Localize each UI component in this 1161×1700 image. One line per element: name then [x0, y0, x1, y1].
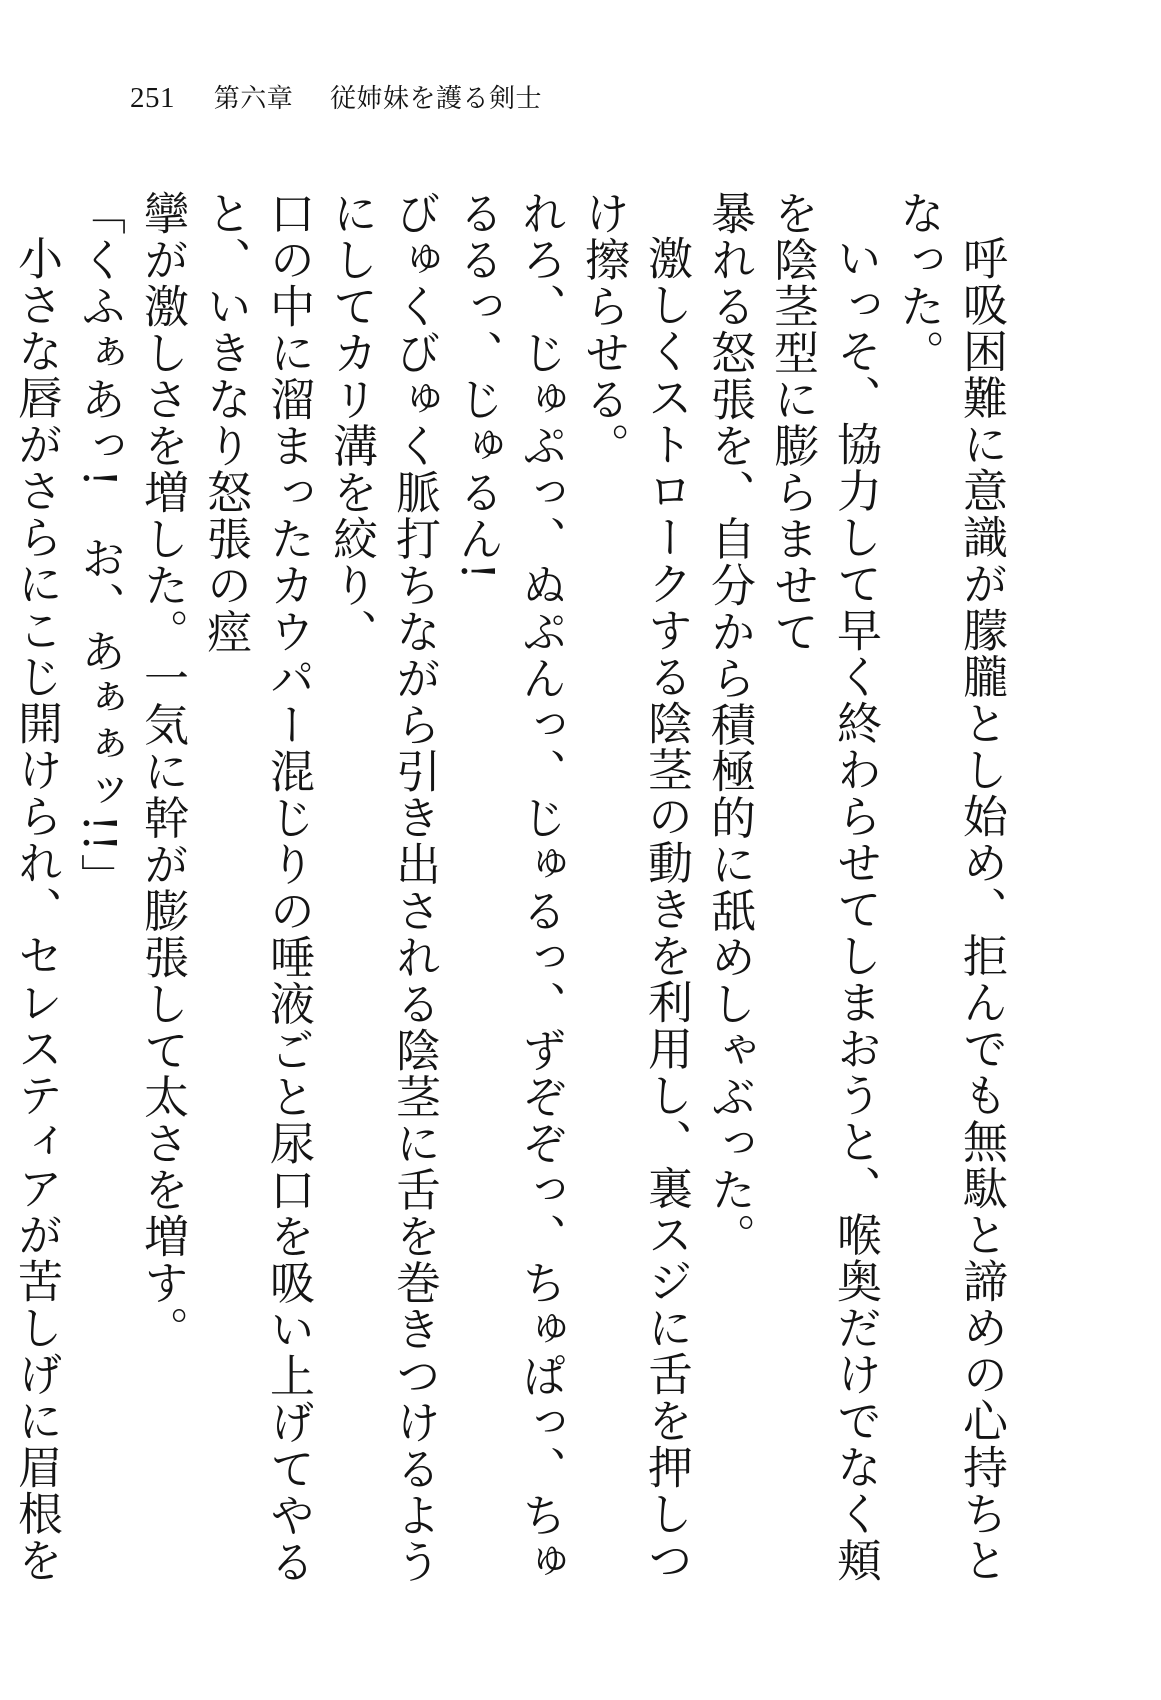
page-number: 251 [130, 82, 175, 114]
dialogue: 「くふぁあっ! お、あぁぁッ!!」 [73, 190, 126, 900]
chapter-label: 第六章 [213, 84, 294, 114]
paragraph: 激しくストロークする陰茎の動きを利用し、裏スジに舌を押しつけ擦らせる。 [577, 190, 693, 1584]
paragraph: れろ、じゅぷっ、ぬぷんっ、じゅるっ、ずぞぞっ、ちゅぱっ、ちゅるるっ、じゅるん! びゅくびゅく脈打ちながら引き出される陰茎に舌を巻きつけるようにしてカリ溝を絞り、 口の中に溜まったカウパー混じりの唾液ごと尿口を吸い上げてやると、いきなり怒張の痙 攣が激しさを増した。一気に幹が膨張して太さを増す。 [136, 190, 567, 1585]
chapter-title: 従姉妹を護る剣士 [330, 84, 543, 114]
paragraph: 小さな唇がさらにこじ開けられ、セレスティアが苦しげに眉根を [10, 235, 63, 1584]
running-header [130, 78, 542, 118]
body-text [0, 190, 1013, 1600]
paragraph: いっそ、協力して早く終わらせてしまおうと、喉奥だけでなく頬を陰茎型に膨らませて 暴れる怒張を、自分から積極的に舐めしゃぶった。 [703, 190, 882, 1584]
paragraph: 呼吸困難に意識が朦朧とし始め、拒んでも無駄と諦めの心持ちとなった。 [892, 190, 1008, 1584]
